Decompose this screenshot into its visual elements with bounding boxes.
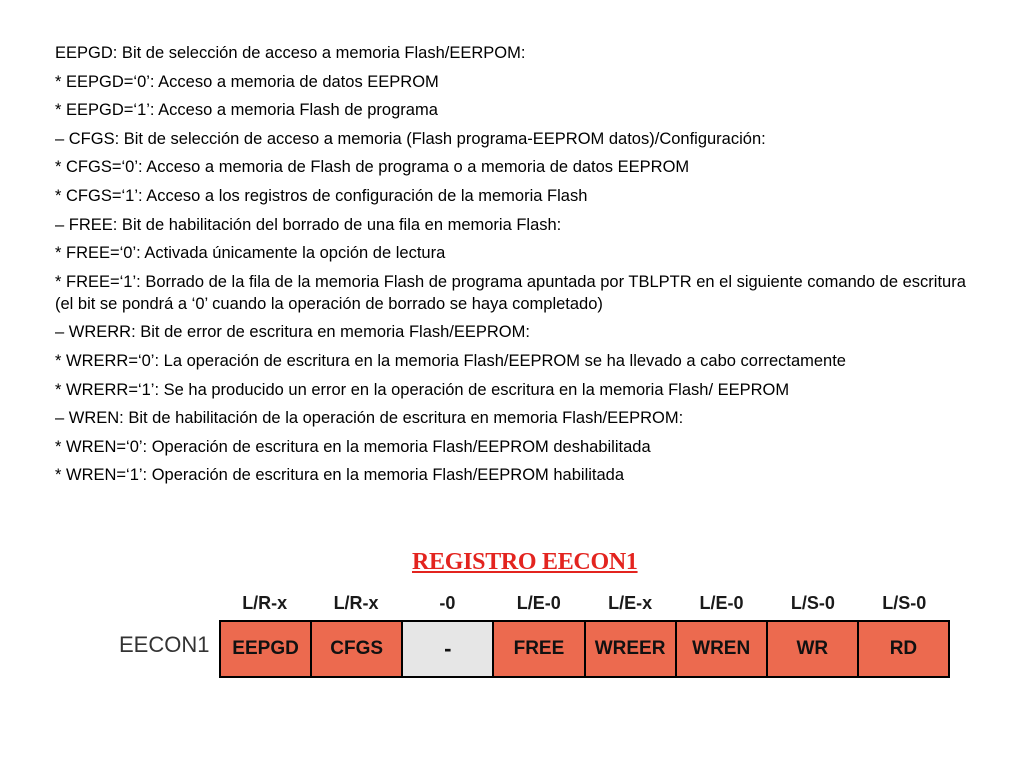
description-text <box>55 42 975 493</box>
access-bit-2: L/E-0 <box>699 593 744 613</box>
text-line-wrerr: – WRERR: Bit de error de escritura en memoria Flash/EEPROM: <box>55 323 530 342</box>
text-line-wren-1: * WREN=‘1’: Operación de escritura en la memoria Flash/EEPROM habilitada <box>55 466 625 485</box>
access-bit-7: L/R-x <box>242 593 288 613</box>
access-bit-3: L/E-x <box>608 593 653 613</box>
bit-cell-wr: WR <box>768 622 859 676</box>
text-line-wrerr-1: * WRERR=‘1’: Se ha producido un error en la operación de escritura en la memoria Flash/ EEPROM <box>55 380 790 399</box>
bit-cell-cfgs: CFGS <box>312 622 403 676</box>
register-bits-row <box>219 620 950 678</box>
register-name-label: EECON1 <box>119 632 210 657</box>
text-line-cfgs: – CFGS: Bit de selección de acceso a memoria (Flash programa-EEPROM datos)/Configuración: <box>55 129 766 148</box>
text-line-wren: – WREN: Bit de habilitación de la operación de escritura en memoria Flash/EEPROM: <box>55 409 684 428</box>
text-line-wren-0: * WREN=‘0’: Operación de escritura en la memoria Flash/EEPROM deshabilitada <box>55 437 651 456</box>
bit-cell-wreer: WREER <box>586 622 677 676</box>
text-line-free-1: * FREE=‘1’: Borrado de la fila de la memoria Flash de programa apuntada por TBLPTR en el siguiente comando de escritura (el bit se pondrá a ‘0’ cuando la operación de borrado se haya completado) <box>55 272 966 313</box>
access-bit-4: L/E-0 <box>516 593 561 613</box>
access-bit-5: -0 <box>439 593 456 613</box>
text-line-free-0: * FREE=‘0’: Activada únicamente la opción de lectura <box>55 244 446 263</box>
bit-cell-rd: RD <box>859 622 948 676</box>
text-line-cfgs-0: * CFGS=‘0’: Acceso a memoria de Flash de programa o a memoria de datos EEPROM <box>55 158 690 177</box>
bit-cell-free: FREE <box>494 622 585 676</box>
bit-cell-unused: - <box>403 622 494 676</box>
text-line-eepgd-0: * EEPGD=‘0’: Acceso a memoria de datos EEPROM <box>55 72 439 91</box>
register-title: REGISTRO EECON1 <box>412 549 638 575</box>
text-line-free: – FREE: Bit de habilitación del borrado de una fila en memoria Flash: <box>55 215 562 234</box>
text-line-cfgs-1: * CFGS=‘1’: Acceso a los registros de configuración de la memoria Flash <box>55 186 588 205</box>
text-line-eepgd: EEPGD: Bit de selección de acceso a memoria Flash/EERPOM: <box>55 44 526 62</box>
register-access-row <box>219 589 950 617</box>
access-bit-6: L/R-x <box>333 593 379 613</box>
text-line-wrerr-0: * WRERR=‘0’: La operación de escritura en la memoria Flash/EEPROM se ha llevado a cabo correctamente <box>55 351 846 370</box>
access-bit-1: L/S-0 <box>790 593 835 613</box>
text-line-eepgd-1: * EEPGD=‘1’: Acceso a memoria Flash de programa <box>55 101 438 120</box>
bit-cell-eepgd: EEPGD <box>221 622 312 676</box>
bit-cell-wren: WREN <box>677 622 768 676</box>
access-bit-0: L/S-0 <box>882 593 927 613</box>
